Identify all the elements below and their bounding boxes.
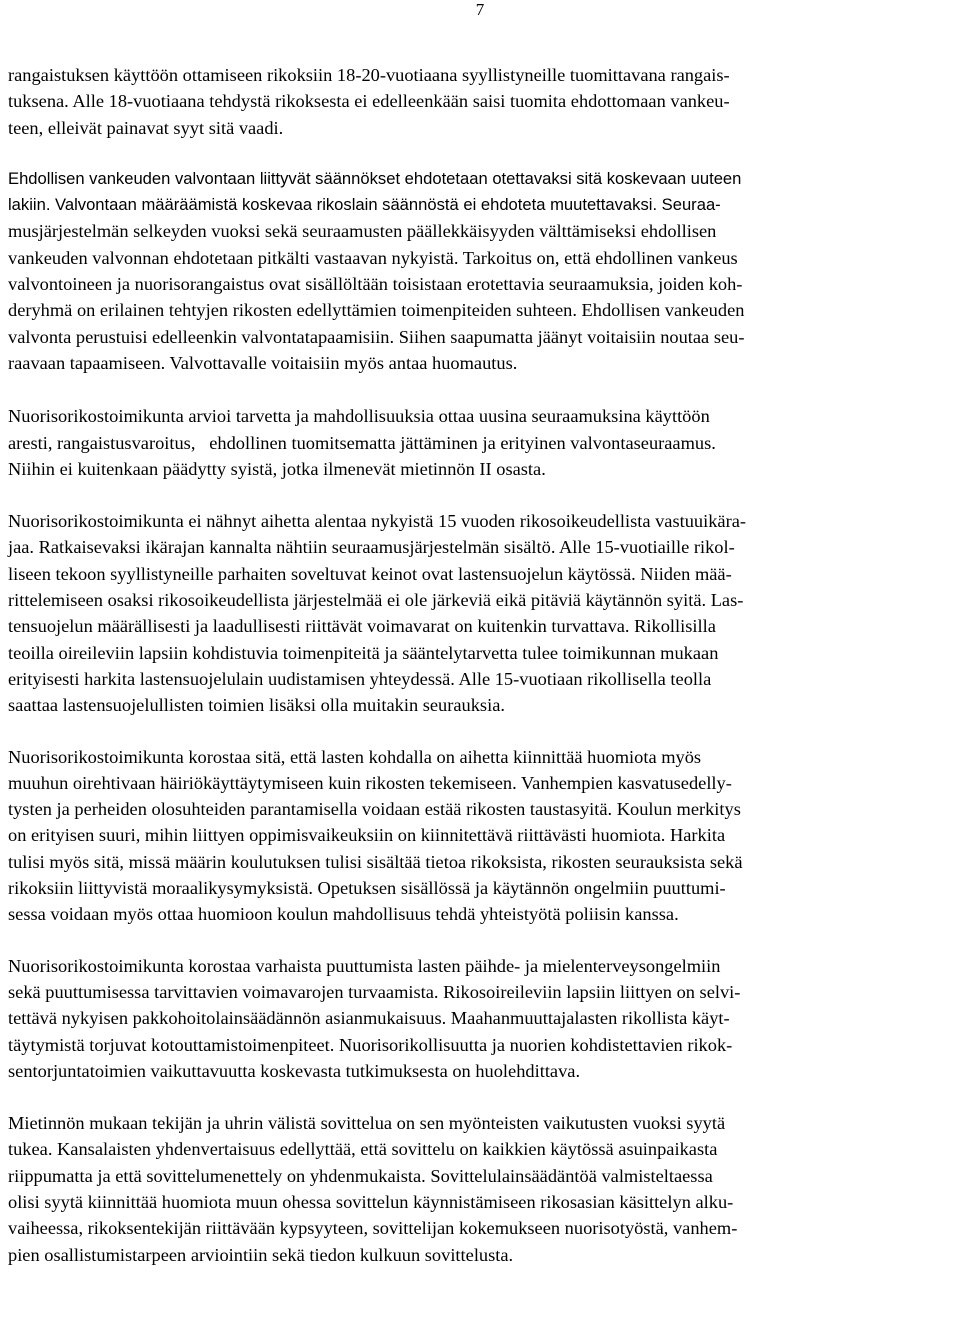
- text-line: tuksena. Alle 18-vuotiaana tehdystä rikoksesta ei edelleenkään saisi tuomita ehdottomaan vankeu-: [8, 91, 730, 112]
- text-line: Mietinnön mukaan tekijän ja uhrin välistä sovittelua on sen myönteisten vaikutusten vuoksi syytä: [8, 1113, 726, 1134]
- text-line: Niihin ei kuitenkaan päädytty syistä, jotka ilmenevät mietinnön II osasta.: [8, 458, 546, 479]
- text-line: Nuorisorikostoimikunta korostaa varhaista puuttumista lasten päihde- ja mielenterveysongelmiin: [8, 955, 721, 976]
- text-line: musjärjestelmän selkeyden vuoksi sekä seuraamusten päällekkäisyyden välttämiseksi ehdollisen: [8, 221, 717, 242]
- text-line: liseen tekoon syyllistyneille parhaiten soveltuvat keinot ovat lastensuojelun käytössä. Niiden mää-: [8, 563, 732, 584]
- text-line: rangaistuksen käyttöön ottamiseen rikoksiin 18-20-vuotiaana syyllistyneille tuomittavana rangais-: [8, 65, 730, 85]
- text-line: saattaa lastensuojelullisten toimien lisäksi olla muitakin seurauksia.: [8, 695, 505, 716]
- text-line: sekä puuttumisessa tarvittavien voimavarojen turvaamista. Rikosoireileviin lapsiin liittyen on selvi-: [8, 981, 741, 1002]
- text-line: tysten ja perheiden olosuhteiden parantamisella voidaan estää rikosten taustasyitä. Koulun merkitys: [8, 799, 741, 820]
- text-line: deryhmä on erilainen tehtyjen rikosten edellyttämien toimenpiteiden suhteen. Ehdollisen vankeuden: [8, 300, 745, 321]
- text-line: sentorjuntatoimien vaikuttavuutta koskevasta tutkimuksesta on huolehdittava.: [8, 1060, 581, 1081]
- text-line: muuhun oirehtivaan häiriökäyttäytymiseen kuin rikosten tekemiseen. Vanhempien kasvatusedelly-: [8, 772, 732, 793]
- paragraph-2: [8, 166, 954, 376]
- text-line: olisi syytä kiinnittää huomiota muun ohessa sovittelun käynnistämiseen rikosasian käsittelyn alku-: [8, 1191, 734, 1212]
- text-line: rikoksiin liittyvistä moraalikysymyksistä. Opetuksen sisällössä ja käytännön ongelmiin puuttumi-: [8, 878, 726, 899]
- page-number: 7: [475, 0, 485, 19]
- text-line: vankeuden valvonnan ehdotetaan pitkälti vastaavan nykyistä. Tarkoitus on, että ehdollinen vankeus: [8, 247, 738, 268]
- text-line: lakiin. Valvontaan määräämistä koskevaa rikoslain säännöstä ei ehdoteta muutettavaksi. Seuraa-: [8, 195, 721, 215]
- text-line: jaa. Ratkaisevaksi ikärajan kannalta nähtiin seuraamusjärjestelmän sisältö. Alle 15-vuotiaille rikol-: [8, 537, 735, 558]
- text-line: tukea. Kansalaisten yhdenvertaisuus edellyttää, että sovittelu on kaikkien käytössä asuinpaikasta: [8, 1139, 718, 1160]
- paragraph-3: [8, 403, 954, 482]
- text-line: pien osallistumistarpeen arviointiin sekä tiedon kulkuun sovittelusta.: [8, 1244, 514, 1265]
- text-line: sessa voidaan myös ottaa huomioon koulun mahdollisuus tehdä yhteistyötä poliisin kanssa.: [8, 904, 679, 925]
- paragraph-7: [8, 1110, 954, 1268]
- document-body: [8, 62, 954, 1292]
- paragraph-4: [8, 508, 954, 718]
- text-line: tulisi myös sitä, missä määrin koulutuksen tulisi sisältää tietoa rikoksista, rikosten seurauksista sekä: [8, 851, 743, 872]
- text-line: vaiheessa, rikoksentekijän riittävään kypsyyteen, sovittelijan kokemukseen nuorisotyöstä, vanhem-: [8, 1218, 738, 1239]
- text-line: täytymistä torjuvat kotouttamistoimenpiteet. Nuorisorikollisuutta ja nuorien kohdistettavien rikok-: [8, 1034, 733, 1055]
- text-line: teoilla oireileviin lapsiin kohdistuvia toimenpiteitä ja sääntelytarvetta tulee toimikunnan mukaan: [8, 642, 719, 663]
- text-line: rittelemiseen osaksi rikosoikeudellista järjestelmää ei ole järkeviä eikä pitäviä käytännön syitä. Las-: [8, 590, 744, 611]
- paragraph-5: [8, 744, 954, 928]
- text-line: riippumatta ja että sovittelumenettely on yhdenmukaista. Sovittelulainsäädäntöä valmisteltaessa: [8, 1165, 713, 1186]
- text-line: raavaan tapaamiseen. Valvottavalle voitaisiin myös antaa huomautus.: [8, 352, 518, 373]
- paragraph-1: [8, 62, 954, 141]
- text-line: aresti, rangaistusvaroitus, ehdollinen tuomitsematta jättäminen ja erityinen valvontaseuraamus.: [8, 432, 716, 453]
- text-line: Nuorisorikostoimikunta ei nähnyt aihetta alentaa nykyistä 15 vuoden rikosoikeudellista vastuuikära-: [8, 511, 747, 532]
- text-line: valvonta perustuisi edelleenkin valvontatapaamisiin. Siihen saapumatta jäänyt voitaisiin noutaa seu-: [8, 326, 745, 347]
- text-line: teen, elleivät painavat syyt sitä vaadi.: [8, 117, 284, 138]
- text-line: Nuorisorikostoimikunta korostaa sitä, että lasten kohdalla on aihetta kiinnittää huomiota myös: [8, 746, 702, 767]
- text-line: valvontoineen ja nuorisorangaistus ovat sisällöltään toisistaan erotettavia seuraamuksia, joiden koh-: [8, 274, 743, 295]
- text-line: tettävä nykyisen pakkohoitolainsäädännön asianmukaisuus. Maahanmuuttajalasten rikollista käyt-: [8, 1008, 730, 1029]
- text-line: tensuojelun määrällisesti ja laadullisesti riittävät voimavarat on kuitenkin turvattava. Rikollisilla: [8, 616, 716, 637]
- text-line: Ehdollisen vankeuden valvontaan liittyvät säännökset ehdotetaan otettavaksi sitä koskevaan uuteen: [8, 168, 742, 188]
- text-line: erityisesti harkita lastensuojelulain uudistamisen yhteydessä. Alle 15-vuotiaan rikollisella teolla: [8, 668, 712, 689]
- text-line: Nuorisorikostoimikunta arvioi tarvetta ja mahdollisuuksia ottaa uusina seuraamuksina käyttöön: [8, 406, 710, 427]
- paragraph-6: [8, 953, 954, 1084]
- text-line: on erityisen suuri, mihin liittyen oppimisvaikeuksiin on kiinnitettävä riittävästi huomiota. Harkita: [8, 825, 726, 846]
